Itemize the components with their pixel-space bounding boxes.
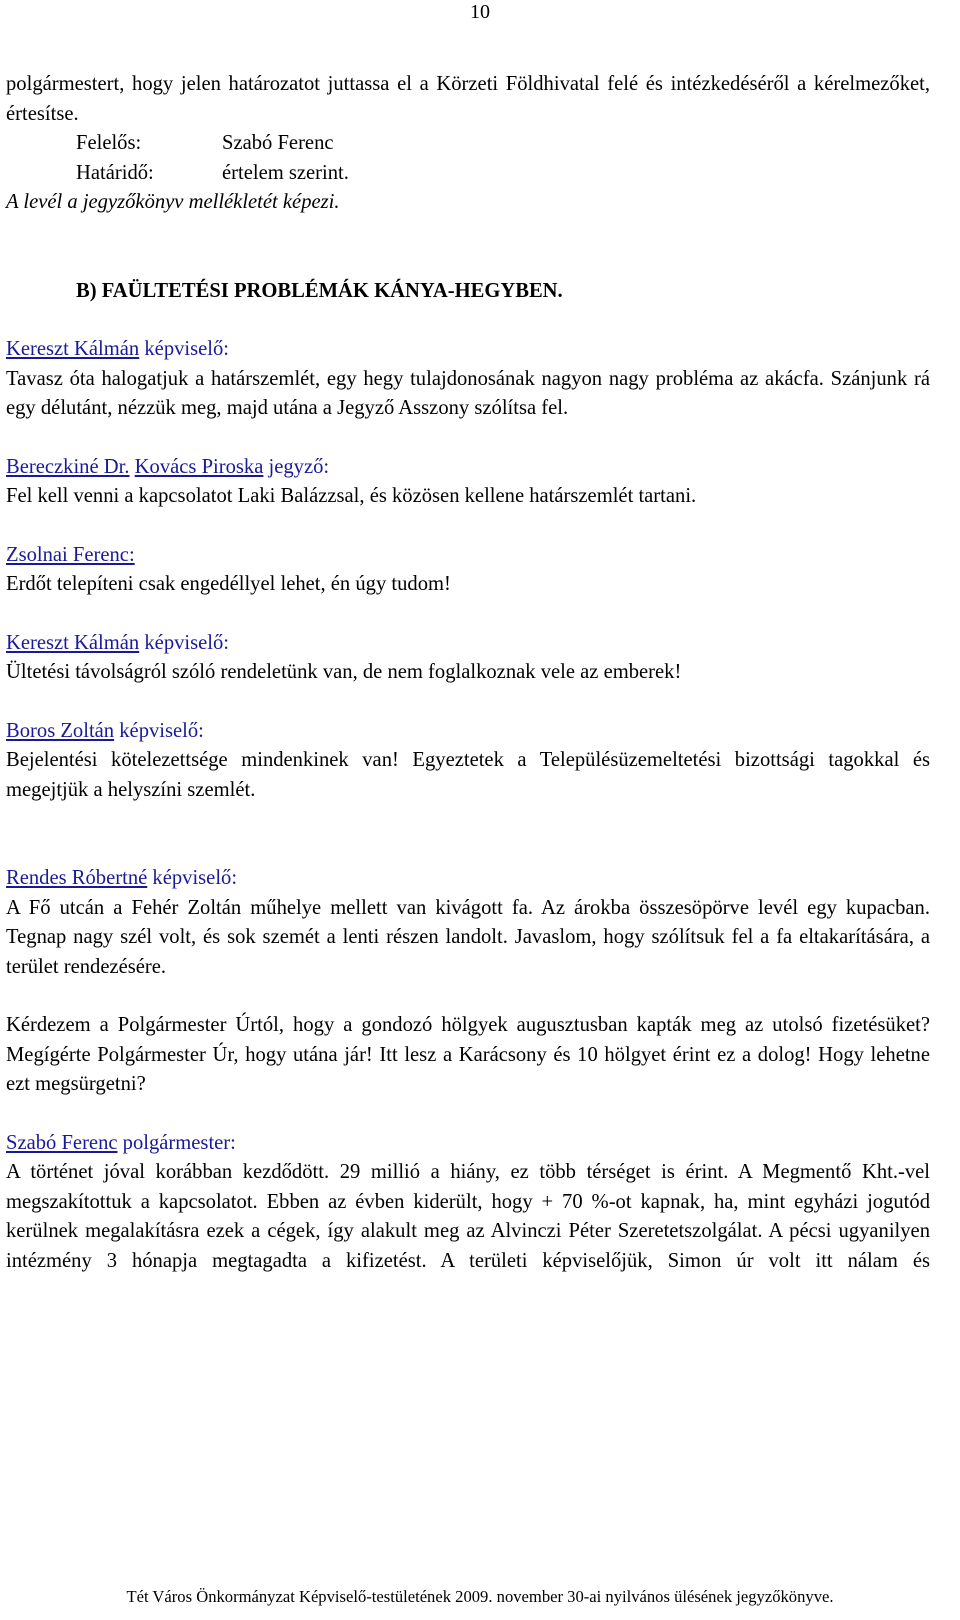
speech-text: Tavasz óta halogatjuk a határszemlét, egy hegy tulajdonosának nagyon nagy probléma az akácfa. Szánjunk rá egy délutánt, nézzük meg, majd utána a Jegyző Asszony szólítsa fel. xyxy=(6,367,930,419)
speaker-line xyxy=(6,335,930,365)
speaker-block xyxy=(6,629,930,688)
speaker-name: Kereszt Kálmán xyxy=(6,338,140,360)
speaker-name-part-1: Bereczkiné Dr. xyxy=(6,455,130,478)
speaker-name: Szabó Ferenc xyxy=(6,1131,118,1154)
deadline-row xyxy=(6,159,930,189)
speaker-block xyxy=(6,453,930,512)
deadline-label: Határidő: xyxy=(76,161,154,184)
page-number: 10 xyxy=(470,1,490,23)
document-body xyxy=(6,70,930,1276)
speech-text: A történet jóval korábban kezdődött. 29 millió a hiány, ez több térséget is érint. A Megmentő Kht.-vel megszakítottuk a kapcsolatot. Ebben az évben kiderült, hogy + 70 %-ot kapnak, ha, mint egyházi jogutód kerülnek megalakításra ezek a cégek, így alakult meg az Alvinczi Péter Szeretetszolgálat. A pécsi ugyanilyen intézmény 3 hónapja megtagadta a kifizetést. A területi képviselőjük, Simon úr volt itt nálam és xyxy=(6,1161,930,1272)
section-heading: B) FAÜLTETÉSI PROBLÉMÁK KÁNYA-HEGYBEN. xyxy=(76,279,563,302)
paragraph-resolution: polgármestert, hogy jelen határozatot juttassa el a Körzeti Földhivatal felé és intézkedéséről a kérelmezőket, értesítse. xyxy=(6,73,930,125)
speaker-line xyxy=(6,1129,930,1159)
speaker-line xyxy=(6,453,930,483)
speaker-line xyxy=(6,864,930,894)
responsible-value: Szabó Ferenc xyxy=(222,132,334,154)
speech-text: Erdőt telepíteni csak engedéllyel lehet, én úgy tudom! xyxy=(6,573,451,595)
speaker-line xyxy=(6,541,930,571)
speaker-role: képviselő: xyxy=(114,719,204,742)
speaker-role: képviselő: xyxy=(139,338,230,360)
speaker-name: Rendes Róbertné xyxy=(6,867,148,889)
attachment-note: A levél a jegyzőkönyv mellékletét képezi. xyxy=(6,191,340,213)
speaker-role: jegyző: xyxy=(263,455,330,478)
speaker-name: Kereszt Kálmán xyxy=(6,631,140,654)
speaker-block xyxy=(6,335,930,424)
speech-text: Bejelentési kötelezettsége mindenkinek van! Egyeztetek a Településüzemeltetési bizottsági tagokkal és megejtjük a helyszíni szemlét. xyxy=(6,749,930,801)
speaker-name: Boros Zoltán xyxy=(6,719,115,742)
speaker-line xyxy=(6,717,930,747)
speaker-role: képviselő: xyxy=(139,631,230,654)
page-footer: Tét Város Önkormányzat Képviselő-testületének 2009. november 30-ai nyilvános ülésének jegyzőkönyve. xyxy=(126,1587,834,1606)
speaker-name-part-2: Kovács Piroska xyxy=(134,455,264,478)
responsible-row xyxy=(6,129,930,159)
speaker-name: Zsolnai Ferenc: xyxy=(6,543,135,566)
speech-text: Fel kell venni a kapcsolatot Laki Balázzsal, és közösen kellene határszemlét tartani. xyxy=(6,485,697,507)
speaker-line xyxy=(6,629,930,659)
speaker-role: képviselő: xyxy=(147,867,238,889)
speaker-block xyxy=(6,1129,930,1277)
speech-text-continued: Kérdezem a Polgármester Úrtól, hogy a gondozó hölgyek augusztusban kapták meg az utolsó fizetésüket? Megígérte Polgármester Úr, hogy utána jár! Itt lesz a Karácsony és 10 hölgyet érint ez a dolog! Hogy lehetne ezt megsürgetni? xyxy=(6,1014,930,1095)
responsible-label: Felelős: xyxy=(76,132,142,154)
speaker-role: polgármester: xyxy=(117,1131,236,1154)
speaker-block xyxy=(6,541,930,600)
speech-text: Ültetési távolságról szóló rendeletünk van, de nem foglalkoznak vele az emberek! xyxy=(6,661,682,683)
speaker-block xyxy=(6,717,930,806)
speech-text: A Fő utcán a Fehér Zoltán műhelye mellett van kivágott fa. Az árokba összesöpörve levél egy kupacban. Tegnap nagy szél volt, és sok szemét a lenti részen landolt. Javaslom, hogy szólítsuk fel a fa eltakarítására, a terület rendezésére. xyxy=(6,896,930,978)
deadline-value: értelem szerint. xyxy=(222,161,349,184)
speaker-block xyxy=(6,864,930,1100)
